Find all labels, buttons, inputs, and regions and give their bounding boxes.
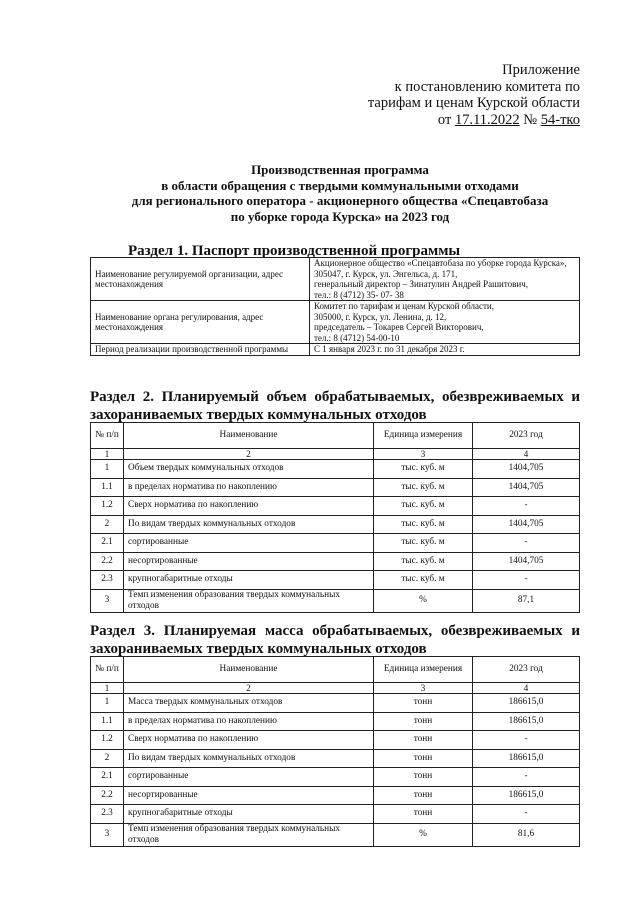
resolution-number: 54-тко	[540, 111, 580, 128]
resolution-date: 17.11.2022	[454, 111, 520, 128]
row-number: 2.3	[91, 805, 124, 824]
row-value: -	[473, 768, 580, 787]
title-line-2: в области обращения с твердыми коммунальными отходами	[161, 177, 519, 193]
mass-table-body	[91, 694, 580, 847]
section-3-heading-line-2: захораниваемых твердых коммунальных отходов	[90, 641, 427, 657]
row-unit: тонн	[374, 694, 473, 713]
row-name: Масса твердых коммунальных отходов	[124, 694, 374, 713]
table-header-row	[91, 423, 580, 449]
table-row	[91, 571, 580, 590]
row-value: 186615,0	[473, 712, 580, 731]
header-name: Наименование	[124, 657, 374, 683]
section-3-heading-line-1: Раздел 3. Планируемая масса обрабатываемых, обезвреживаемых и	[90, 623, 580, 639]
document-title	[60, 162, 620, 224]
row-number: 1.2	[91, 497, 124, 516]
row-value: 186615,0	[473, 694, 580, 713]
passport-value-line: Акционерное общество «Спецавтобаза по уборке города Курска»,	[314, 258, 567, 268]
column-index: 4	[473, 683, 580, 694]
row-number: 1.2	[91, 731, 124, 750]
table-row	[91, 823, 580, 846]
row-number: 1.1	[91, 478, 124, 497]
row-unit: тонн	[374, 749, 473, 768]
row-name: в пределах норматива по накоплению	[124, 712, 374, 731]
row-unit: тонн	[374, 731, 473, 750]
row-value: 81,6	[473, 823, 580, 846]
row-number: 2	[91, 515, 124, 534]
passport-value-line: Комитет по тарифам и ценам Курской области,	[314, 301, 494, 311]
column-index: 1	[91, 449, 124, 460]
table-row	[91, 694, 580, 713]
row-name: несортированные	[124, 552, 374, 571]
row-name: Темп изменения образования твердых коммунальных отходов	[124, 823, 374, 846]
table-row	[91, 749, 580, 768]
row-value: 1404,705	[473, 552, 580, 571]
header-name: Наименование	[124, 423, 374, 449]
column-index: 3	[374, 449, 473, 460]
row-unit: %	[374, 589, 473, 612]
volume-table	[90, 422, 580, 613]
section-3-heading	[90, 622, 580, 658]
passport-value-line: генеральный директор – Зинатулин Андрей Рашитович,	[314, 279, 528, 289]
header-num: № п/п	[91, 423, 124, 449]
row-name: сортированные	[124, 768, 374, 787]
row-value: 1404,705	[473, 478, 580, 497]
mass-table	[90, 656, 580, 847]
row-unit: тонн	[374, 805, 473, 824]
row-value: -	[473, 571, 580, 590]
row-number: 1.1	[91, 712, 124, 731]
row-name: сортированные	[124, 534, 374, 553]
row-number: 1	[91, 460, 124, 479]
row-unit: тыс. куб. м	[374, 515, 473, 534]
row-name: По видам твердых коммунальных отходов	[124, 749, 374, 768]
row-number: 3	[91, 823, 124, 846]
header-year: 2023 год	[473, 657, 580, 683]
passport-value-line: С 1 января 2023 г. по 31 декабря 2023 г.	[314, 344, 465, 354]
row-name: Объем твердых коммунальных отходов	[124, 460, 374, 479]
column-index-row	[91, 449, 580, 460]
column-index: 2	[124, 449, 374, 460]
row-value: -	[473, 497, 580, 516]
table-row	[91, 515, 580, 534]
row-unit: тонн	[374, 786, 473, 805]
passport-row-organization	[91, 258, 580, 301]
row-value: 186615,0	[473, 786, 580, 805]
row-number: 2.2	[91, 552, 124, 571]
header-unit: Единица измерения	[374, 657, 473, 683]
passport-value	[310, 344, 580, 356]
header-num: № п/п	[91, 657, 124, 683]
date-prefix: от	[437, 111, 452, 128]
table-row	[91, 497, 580, 516]
row-name: несортированные	[124, 786, 374, 805]
section-2-heading-line-2: захораниваемых твердых коммунальных отходов	[90, 407, 427, 423]
column-index: 1	[91, 683, 124, 694]
row-name: крупногабаритные отходы	[124, 571, 374, 590]
row-value: 1404,705	[473, 515, 580, 534]
row-name: По видам твердых коммунальных отходов	[124, 515, 374, 534]
passport-value	[310, 301, 580, 344]
passport-row-regulator	[91, 301, 580, 344]
row-unit: тонн	[374, 712, 473, 731]
row-value: -	[473, 805, 580, 824]
passport-label: Наименование органа регулирования, адрес местонахождения	[91, 301, 310, 344]
row-unit: тыс. куб. м	[374, 460, 473, 479]
column-index: 2	[124, 683, 374, 694]
appendix-block	[330, 62, 580, 128]
passport-table	[90, 257, 580, 356]
appendix-title: Приложение	[502, 62, 580, 78]
row-unit: %	[374, 823, 473, 846]
row-number: 2.3	[91, 571, 124, 590]
row-unit: тыс. куб. м	[374, 497, 473, 516]
row-name: Темп изменения образования твердых коммунальных отходов	[124, 589, 374, 612]
appendix-line-2: к постановлению комитета по	[394, 78, 580, 95]
table-row	[91, 768, 580, 787]
row-number: 1	[91, 694, 124, 713]
volume-table-body	[91, 460, 580, 613]
passport-value-line: 305047, г. Курск, ул. Энгельса, д. 171,	[314, 268, 458, 279]
table-row	[91, 712, 580, 731]
row-name: Сверх норматива по накоплению	[124, 497, 374, 516]
row-name: крупногабаритные отходы	[124, 805, 374, 824]
table-row	[91, 786, 580, 805]
passport-value	[310, 258, 580, 301]
passport-label: Период реализации производственной программы	[91, 344, 310, 356]
section-1-heading: Раздел 1. Паспорт производственной программы	[128, 243, 461, 259]
row-value: -	[473, 731, 580, 750]
row-unit: тыс. куб. м	[374, 534, 473, 553]
row-number: 2.1	[91, 768, 124, 787]
column-index: 4	[473, 449, 580, 460]
table-header-row	[91, 657, 580, 683]
table-row	[91, 478, 580, 497]
table-row	[91, 460, 580, 479]
row-unit: тыс. куб. м	[374, 571, 473, 590]
row-number: 2.1	[91, 534, 124, 553]
table-row	[91, 534, 580, 553]
row-number: 2	[91, 749, 124, 768]
number-prefix: №	[523, 111, 538, 128]
header-year: 2023 год	[473, 423, 580, 449]
row-value: 1404,705	[473, 460, 580, 479]
passport-value-line: тел.: 8 (4712) 54-00-10	[314, 332, 400, 343]
row-number: 2.2	[91, 786, 124, 805]
passport-value-line: тел.: 8 (4712) 35- 07- 38	[314, 289, 404, 300]
row-value: 87,1	[473, 589, 580, 612]
row-name: Сверх норматива по накоплению	[124, 731, 374, 750]
row-value: 186615,0	[473, 749, 580, 768]
section-2-heading	[90, 388, 580, 424]
table-row	[91, 731, 580, 750]
passport-value-line: председатель – Токарев Сергей Викторович,	[314, 322, 484, 332]
row-unit: тыс. куб. м	[374, 478, 473, 497]
column-index-row	[91, 683, 580, 694]
appendix-date-line	[330, 112, 580, 129]
section-2-heading-line-1: Раздел 2. Планируемый объем обрабатываемых, обезвреживаемых и	[90, 389, 580, 405]
table-row	[91, 589, 580, 612]
passport-label: Наименование регулируемой организации, адрес местонахождения	[91, 258, 310, 301]
table-row	[91, 552, 580, 571]
table-row	[91, 805, 580, 824]
header-unit: Единица измерения	[374, 423, 473, 449]
row-unit: тыс. куб. м	[374, 552, 473, 571]
title-line-3: для регионального оператора - акционерного общества «Спецавтобаза	[131, 193, 549, 208]
row-unit: тонн	[374, 768, 473, 787]
title-line-1: Производственная программа	[251, 162, 429, 177]
passport-value-line: 305000, г. Курск, ул. Ленина, д. 12,	[314, 311, 447, 322]
passport-row-period	[91, 344, 580, 356]
row-number: 3	[91, 589, 124, 612]
row-name: в пределах норматива по накоплению	[124, 478, 374, 497]
column-index: 3	[374, 683, 473, 694]
row-value: -	[473, 534, 580, 553]
appendix-line-3: тарифам и ценам Курской области	[367, 95, 580, 111]
title-line-4: по уборке города Курска» на 2023 год	[230, 208, 450, 224]
